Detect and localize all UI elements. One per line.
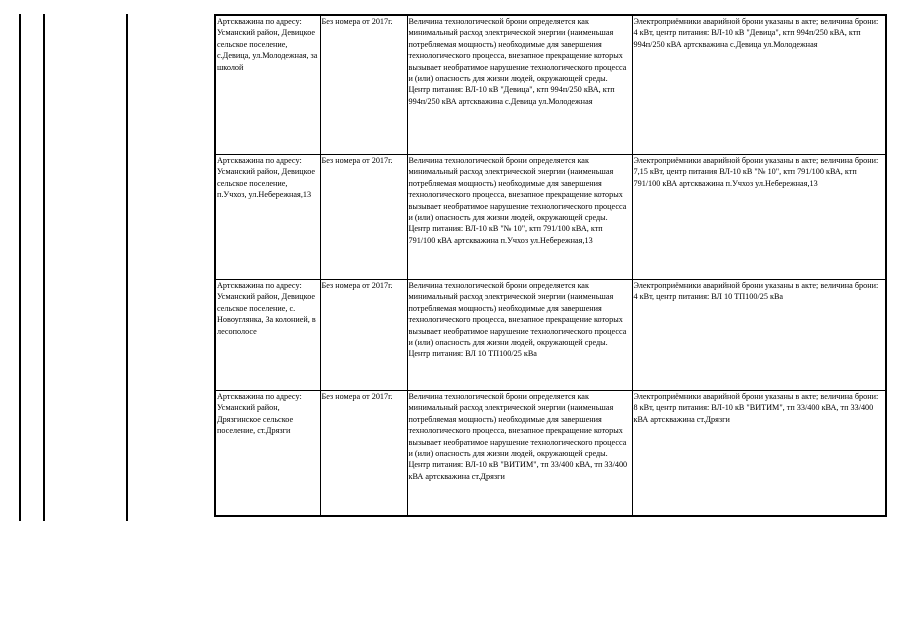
tech-reserve-cell: Величина технологической брони определяется как минимальный расход электрической энергии (наименьшая потребляемая мощность) необходимые для завершения технологического процесса, внезапное прекращение которых вызывает необратимое нарушение технологического процесса и (или) опасность для жизни людей, окружающей среды. Центр питания: ВЛ-10 кВ "ВИТИМ", тп 33/400 кВА, тп 33/400 кВА артскважина ст.Дрязги <box>407 391 632 517</box>
emergency-reserve-cell: Электроприёмники аварийной брони указаны в акте; величина брони: 8 кВт, центр питания: ВЛ-10 кВ "ВИТИМ", тп 33/400 кВА, тп 33/400 кВА артскважина ст.Дрязги <box>632 391 886 517</box>
left-column-border-3 <box>126 14 128 521</box>
table-row <box>215 391 886 517</box>
table-row <box>215 155 886 280</box>
number-cell: Без номера от 2017г. <box>320 15 407 155</box>
number-cell: Без номера от 2017г. <box>320 391 407 517</box>
emergency-reserve-cell: Электроприёмники аварийной брони указаны в акте; величина брони: 4 кВт, центр питания: ВЛ-10 кВ "Девица", ктп 994п/250 кВА, ктп 994п/250 кВА артскважина с.Девица ул.Молодежная <box>632 15 886 155</box>
number-cell: Без номера от 2017г. <box>320 155 407 280</box>
object-cell: Артскважина по адресу: Усманский район, Девицкое сельское поселение, п.Учхоз, ул.Небережная,13 <box>215 155 320 280</box>
object-cell: Артскважина по адресу: Усманский район, Дрязгинское сельское поселение, ст.Дрязги <box>215 391 320 517</box>
tech-reserve-cell: Величина технологической брони определяется как минимальный расход электрической энергии (наименьшая потребляемая мощность) необходимые для завершения технологического процесса, внезапное прекращение которых вызывает необратимое нарушение технологического процесса и (или) опасность для жизни людей, окружающей среды. Центр питания: ВЛ 10 ТП100/25 кВа <box>407 280 632 391</box>
tech-reserve-cell: Величина технологической брони определяется как минимальный расход электрической энергии (наименьшая потребляемая мощность) необходимые для завершения технологического процесса, внезапное прекращение которых вызывает необратимое нарушение технологического процесса и (или) опасность для жизни людей, окружающей среды. Центр питания: ВЛ-10 кВ "№ 10", ктп 791/100 кВА, ктп 791/100 кВА артскважина п.Учхоз ул.Небережная,13 <box>407 155 632 280</box>
reserve-table <box>214 14 887 517</box>
left-column-border-1 <box>19 14 21 521</box>
object-cell: Артскважина по адресу: Усманский район, Девицкое сельское поселение, с. Новоуглянка, За колонией, в лесополосе <box>215 280 320 391</box>
table-row <box>215 280 886 391</box>
tech-reserve-cell: Величина технологической брони определяется как минимальный расход электрической энергии (наименьшая потребляемая мощность) необходимые для завершения технологического процесса, внезапное прекращение которых вызывает необратимое нарушение технологического процесса и (или) опасность для жизни людей, окружающей среды. Центр питания: ВЛ-10 кВ "Девица", ктп 994п/250 кВА, ктп 994п/250 кВА артскважина с.Девица ул.Молодежная <box>407 15 632 155</box>
left-column-border-2 <box>43 14 45 521</box>
object-cell: Артскважина по адресу: Усманский район, Девицкое сельское поселение, с.Девица, ул.Молодежная, за школой <box>215 15 320 155</box>
emergency-reserve-cell: Электроприёмники аварийной брони указаны в акте; величина брони: 4 кВт, центр питания: ВЛ 10 ТП100/25 кВа <box>632 280 886 391</box>
number-cell: Без номера от 2017г. <box>320 280 407 391</box>
emergency-reserve-cell: Электроприёмники аварийной брони указаны в акте; величина брони: 7,15 кВт, центр питания ВЛ-10 кВ "№ 10", ктп 791/100 кВА, ктп 791/100 кВА артскважина п.Учхоз ул.Небережная,13 <box>632 155 886 280</box>
table-row <box>215 15 886 155</box>
